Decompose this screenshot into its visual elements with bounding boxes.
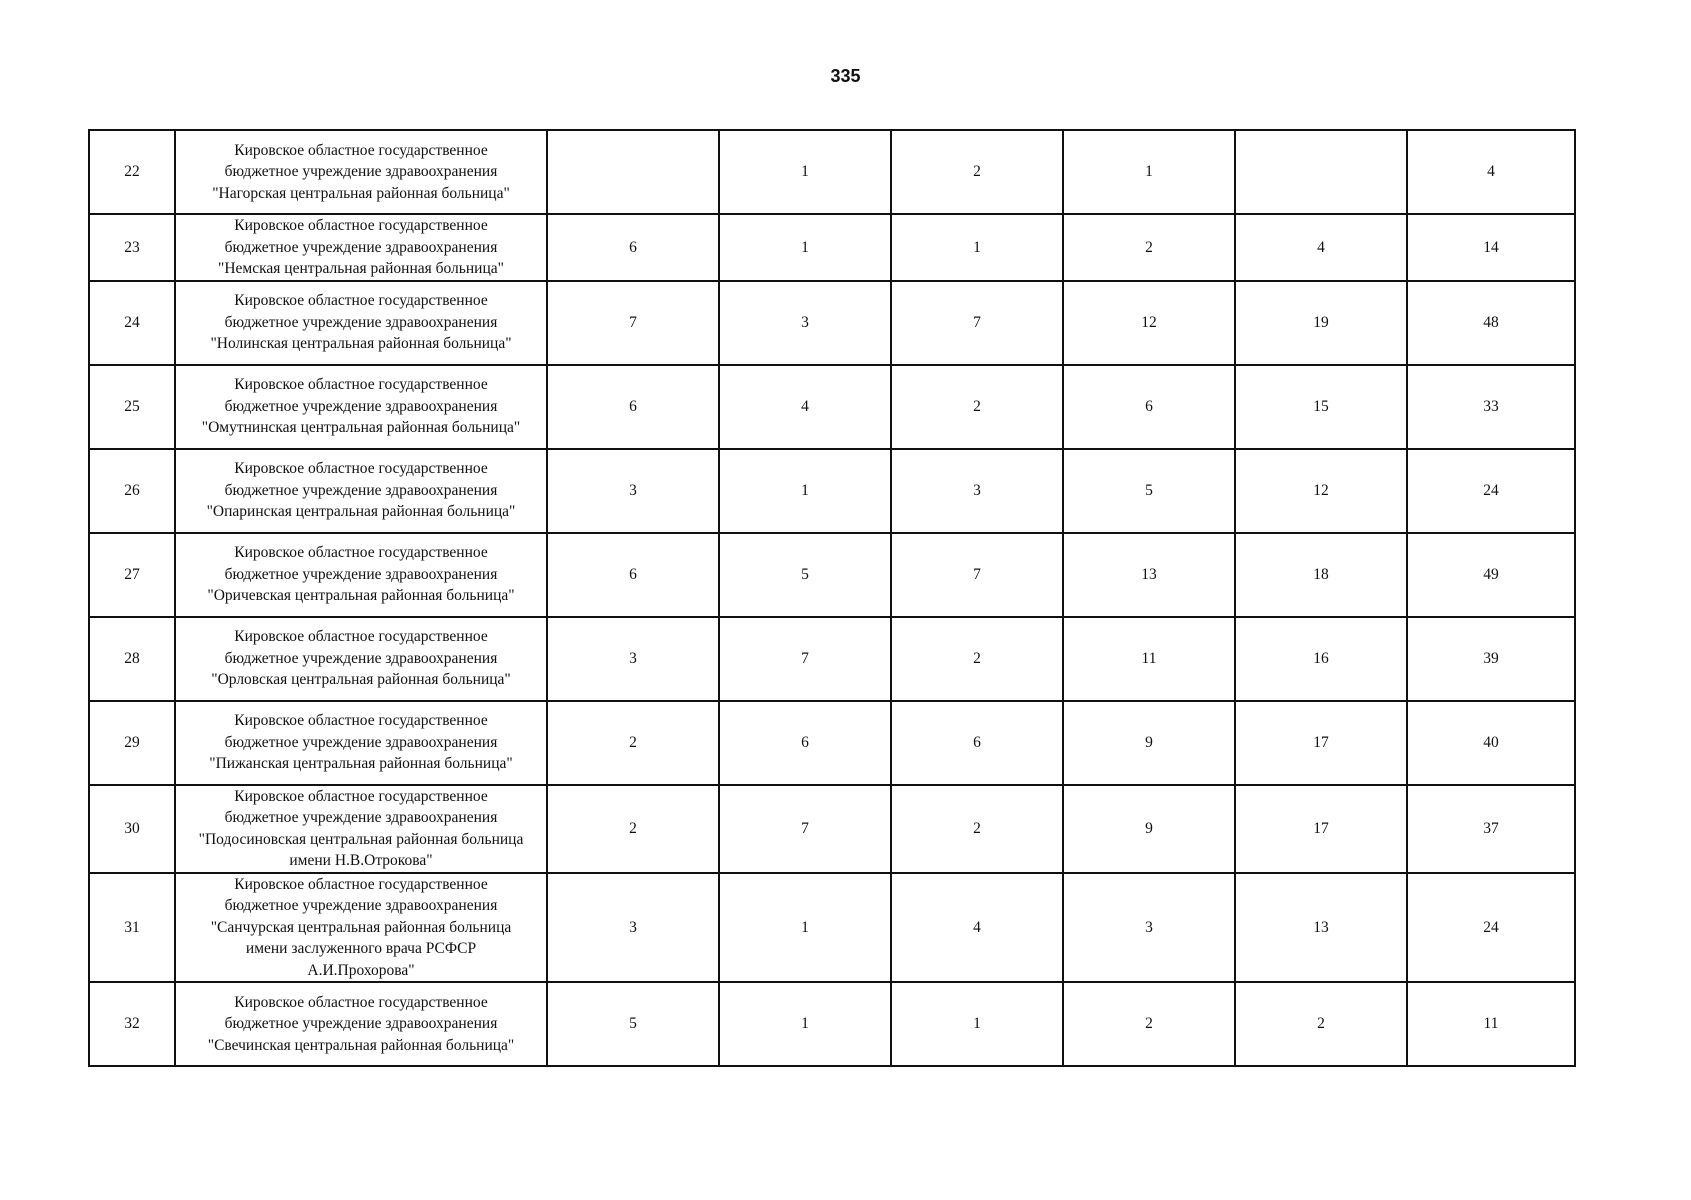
total-cell: 4 (1407, 130, 1575, 214)
institution-name-cell (175, 130, 547, 214)
row-number-cell: 29 (89, 701, 175, 785)
table-row (89, 701, 1575, 785)
institution-name-line: "Орловская центральная районная больница" (211, 671, 511, 689)
value-cell-3: 2 (891, 617, 1063, 701)
value-cell-2: 7 (719, 785, 891, 873)
value-cell-4: 5 (1063, 449, 1235, 533)
value-cell-3: 3 (891, 449, 1063, 533)
institution-name-line: "Омутнинская центральная районная больница" (201, 419, 521, 437)
institution-name-line: бюджетное учреждение здравоохранения (224, 1015, 498, 1033)
institution-name-line: Кировское областное государственное (234, 292, 488, 310)
value-cell-2: 1 (719, 130, 891, 214)
institution-name-line: "Оричевская центральная районная больница" (207, 587, 515, 605)
value-cell-2: 3 (719, 281, 891, 365)
value-cell-4: 9 (1063, 701, 1235, 785)
value-cell-1: 5 (547, 982, 719, 1066)
row-number-cell: 32 (89, 982, 175, 1066)
row-number-cell: 30 (89, 785, 175, 873)
total-cell: 40 (1407, 701, 1575, 785)
institution-name-cell (175, 533, 547, 617)
institution-name-line: Кировское областное государственное (234, 217, 488, 234)
value-cell-3: 7 (891, 533, 1063, 617)
value-cell-5: 12 (1235, 449, 1407, 533)
value-cell-5: 16 (1235, 617, 1407, 701)
total-cell: 39 (1407, 617, 1575, 701)
institution-name-line: Кировское областное государственное (234, 141, 488, 159)
table-row (89, 130, 1575, 214)
value-cell-1: 2 (547, 785, 719, 873)
table-body (89, 130, 1575, 1066)
value-cell-1: 6 (547, 365, 719, 449)
institution-name-line: А.И.Прохорова" (307, 961, 415, 979)
value-cell-2: 4 (719, 365, 891, 449)
institution-name-line: бюджетное учреждение здравоохранения (224, 313, 498, 331)
value-cell-1: 6 (547, 214, 719, 281)
institution-name-line: имени Н.В.Отрокова" (289, 852, 433, 869)
value-cell-4: 2 (1063, 214, 1235, 281)
institution-name-line: Кировское областное государственное (234, 628, 488, 646)
value-cell-5: 17 (1235, 785, 1407, 873)
institution-name-cell (175, 617, 547, 701)
institution-name-cell (175, 785, 547, 873)
total-cell: 37 (1407, 785, 1575, 873)
institution-name-line: "Нолинская центральная районная больница" (210, 335, 512, 353)
institution-name-line: "Нагорская центральная районная больница" (212, 184, 510, 202)
value-cell-4: 13 (1063, 533, 1235, 617)
value-cell-2: 5 (719, 533, 891, 617)
table-row (89, 982, 1575, 1066)
value-cell-4: 11 (1063, 617, 1235, 701)
institution-name-cell (175, 365, 547, 449)
value-cell-5: 13 (1235, 873, 1407, 983)
institution-name-line: Кировское областное государственное (234, 787, 488, 805)
value-cell-1: 6 (547, 533, 719, 617)
institution-name-line: бюджетное учреждение здравоохранения (224, 649, 498, 667)
value-cell-1: 3 (547, 449, 719, 533)
value-cell-3: 7 (891, 281, 1063, 365)
institution-name-line: Кировское областное государственное (234, 460, 488, 478)
row-number-cell: 24 (89, 281, 175, 365)
institution-name-cell (175, 214, 547, 281)
institution-name-line: бюджетное учреждение здравоохранения (224, 733, 498, 751)
institution-name-cell (175, 982, 547, 1066)
value-cell-4: 6 (1063, 365, 1235, 449)
total-cell: 49 (1407, 533, 1575, 617)
value-cell-4: 2 (1063, 982, 1235, 1066)
table-row (89, 533, 1575, 617)
value-cell-4: 1 (1063, 130, 1235, 214)
institution-name-cell (175, 873, 547, 983)
value-cell-1 (547, 130, 719, 214)
total-cell: 14 (1407, 214, 1575, 281)
page-number: 335 (830, 66, 861, 86)
table-row (89, 214, 1575, 281)
institution-name-line: Кировское областное государственное (234, 712, 488, 730)
institution-name-line: бюджетное учреждение здравоохранения (224, 897, 498, 914)
table-row (89, 449, 1575, 533)
value-cell-3: 6 (891, 701, 1063, 785)
institution-name-line: бюджетное учреждение здравоохранения (224, 238, 498, 256)
total-cell: 11 (1407, 982, 1575, 1066)
row-number-cell: 25 (89, 365, 175, 449)
value-cell-2: 6 (719, 701, 891, 785)
row-number-cell: 28 (89, 617, 175, 701)
institution-name-line: Кировское областное государственное (234, 376, 488, 394)
institution-name-line: имени заслуженного врача РСФСР (245, 940, 477, 957)
institution-name-line: Кировское областное государственное (234, 875, 488, 893)
total-cell: 24 (1407, 449, 1575, 533)
table-row (89, 873, 1575, 983)
institution-name-line: бюджетное учреждение здравоохранения (224, 481, 498, 499)
value-cell-5: 15 (1235, 365, 1407, 449)
institution-name-line: "Пижанская центральная районная больница" (209, 755, 513, 773)
institution-name-cell (175, 701, 547, 785)
institution-name-line: "Немская центральная районная больница" (218, 260, 504, 277)
value-cell-3: 2 (891, 365, 1063, 449)
table-row (89, 785, 1575, 873)
row-number-cell: 31 (89, 873, 175, 983)
row-number-cell: 27 (89, 533, 175, 617)
value-cell-3: 1 (891, 982, 1063, 1066)
row-number-cell: 26 (89, 449, 175, 533)
row-number-cell: 22 (89, 130, 175, 214)
value-cell-5: 17 (1235, 701, 1407, 785)
value-cell-5 (1235, 130, 1407, 214)
value-cell-5: 2 (1235, 982, 1407, 1066)
institution-name-cell (175, 281, 547, 365)
institution-name-line: бюджетное учреждение здравоохранения (224, 397, 498, 415)
value-cell-5: 4 (1235, 214, 1407, 281)
total-cell: 48 (1407, 281, 1575, 365)
value-cell-2: 1 (719, 982, 891, 1066)
value-cell-4: 12 (1063, 281, 1235, 365)
value-cell-3: 2 (891, 130, 1063, 214)
value-cell-1: 2 (547, 701, 719, 785)
value-cell-2: 7 (719, 617, 891, 701)
total-cell: 24 (1407, 873, 1575, 983)
value-cell-2: 1 (719, 449, 891, 533)
institution-name-line: бюджетное учреждение здравоохранения (224, 565, 498, 583)
value-cell-3: 1 (891, 214, 1063, 281)
table-row (89, 281, 1575, 365)
value-cell-1: 3 (547, 617, 719, 701)
value-cell-2: 1 (719, 214, 891, 281)
value-cell-3: 2 (891, 785, 1063, 873)
value-cell-1: 7 (547, 281, 719, 365)
total-cell: 33 (1407, 365, 1575, 449)
table-row (89, 365, 1575, 449)
institution-name-line: "Опаринская центральная районная больница" (206, 503, 516, 521)
institution-name-line: Кировское областное государственное (234, 993, 488, 1011)
table-row (89, 617, 1575, 701)
institution-name-line: бюджетное учреждение здравоохранения (224, 809, 498, 826)
institution-name-line: "Санчурская центральная районная больница (210, 918, 512, 936)
institution-name-cell (175, 449, 547, 533)
institution-name-line: "Подосиновская центральная районная больница (198, 830, 524, 848)
value-cell-1: 3 (547, 873, 719, 983)
institution-name-line: Кировское областное государственное (234, 544, 488, 562)
institution-name-line: "Свечинская центральная районная больница" (207, 1036, 515, 1054)
row-number-cell: 23 (89, 214, 175, 281)
value-cell-3: 4 (891, 873, 1063, 983)
value-cell-5: 18 (1235, 533, 1407, 617)
value-cell-2: 1 (719, 873, 891, 983)
institution-name-line: бюджетное учреждение здравоохранения (224, 163, 498, 181)
value-cell-4: 3 (1063, 873, 1235, 983)
value-cell-5: 19 (1235, 281, 1407, 365)
value-cell-4: 9 (1063, 785, 1235, 873)
hospital-data-table (88, 129, 1576, 1067)
